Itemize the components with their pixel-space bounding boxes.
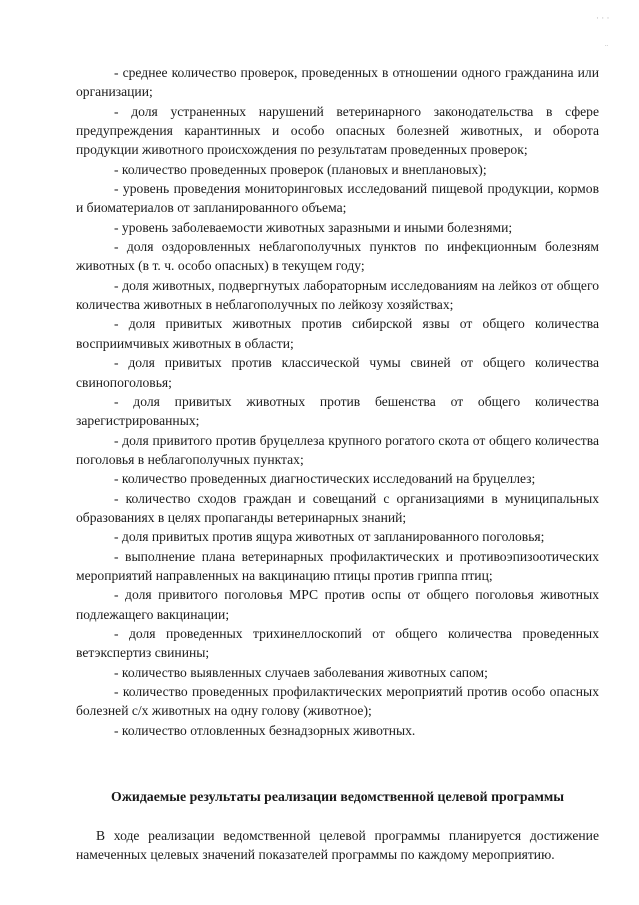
list-item: - количество проведенных проверок (плановых и внеплановых); xyxy=(114,161,487,177)
scan-artifact-mark: ¨ xyxy=(605,43,608,53)
list-item: - доля устраненных нарушений ветеринарного законодательства в сфере предупреждения карантинных и особо опасных болезней животных, и оборота продукции животного происхождения по результатам проведенных проверок; xyxy=(76,103,599,158)
list-item: - доля привитого поголовья МРС против оспы от общего поголовья животных подлежащего вакцинации; xyxy=(76,587,599,622)
list-item: - доля привитых против классической чумы свиней от общего количества свинопоголовья; xyxy=(76,355,599,390)
list-item: - доля привитых животных против бешенства от общего количества зарегистрированных; xyxy=(76,393,599,429)
list-item: - количество проведенных профилактических мероприятий против особо опасных болезней с/х животных на одну голову (животное); xyxy=(76,684,599,719)
list-item: - доля привитого против бруцеллеза крупного рогатого скота от общего количества поголовья в неблагополучных пунктах; xyxy=(76,432,599,467)
conclusion-paragraph: В ходе реализации ведомственной целевой программы планируется достижение намеченных целевых значений показателей программы по каждому мероприятию. xyxy=(76,828,599,863)
list-item: - доля привитых против ящура животных от запланированного поголовья; xyxy=(114,529,545,545)
list-item: - среднее количество проверок, проведенных в отношении одного гражданина или организации; xyxy=(76,65,599,100)
list-item: - доля привитых животных против сибирской язвы от общего количества восприимчивых животных в области; xyxy=(76,316,599,351)
list-item: - количество выявленных случаев заболевания животных сапом; xyxy=(114,664,488,680)
list-item: - доля животных, подвергнутых лабораторным исследованиям на лейкоз от общего количества животных в неблагополучных по лейкозу хозяйствах; xyxy=(76,277,599,313)
list-item: - доля оздоровленных неблагополучных пунктов по инфекционным болезням животных (в т. ч. особо опасных) в текущем году; xyxy=(76,239,599,274)
list-item: - доля проведенных трихинеллоскопий от общего количества проведенных ветэкспертиз свинины; xyxy=(76,625,599,661)
document-page xyxy=(76,63,599,865)
list-item: - уровень проведения мониторинговых исследований пищевой продукции, кормов и биоматериалов от запланированного объема; xyxy=(76,181,599,216)
list-item: - выполнение плана ветеринарных профилактических и противоэпизоотических мероприятий направленных на вакцинацию птицы против гриппа птиц; xyxy=(76,548,599,583)
scan-artifact-mark: · · · xyxy=(596,13,610,23)
list-item: - количество отловленных безнадзорных животных. xyxy=(114,722,416,738)
list-item: - количество проведенных диагностических исследований на бруцеллез; xyxy=(114,471,536,487)
section-heading: Ожидаемые результаты реализации ведомственной целевой программы xyxy=(110,789,565,805)
list-item: - количество сходов граждан и совещаний с организациями в муниципальных образованиях в целях пропаганды ветеринарных знаний; xyxy=(76,490,599,525)
list-item: - уровень заболеваемости животных заразными и иными болезнями; xyxy=(114,219,513,235)
